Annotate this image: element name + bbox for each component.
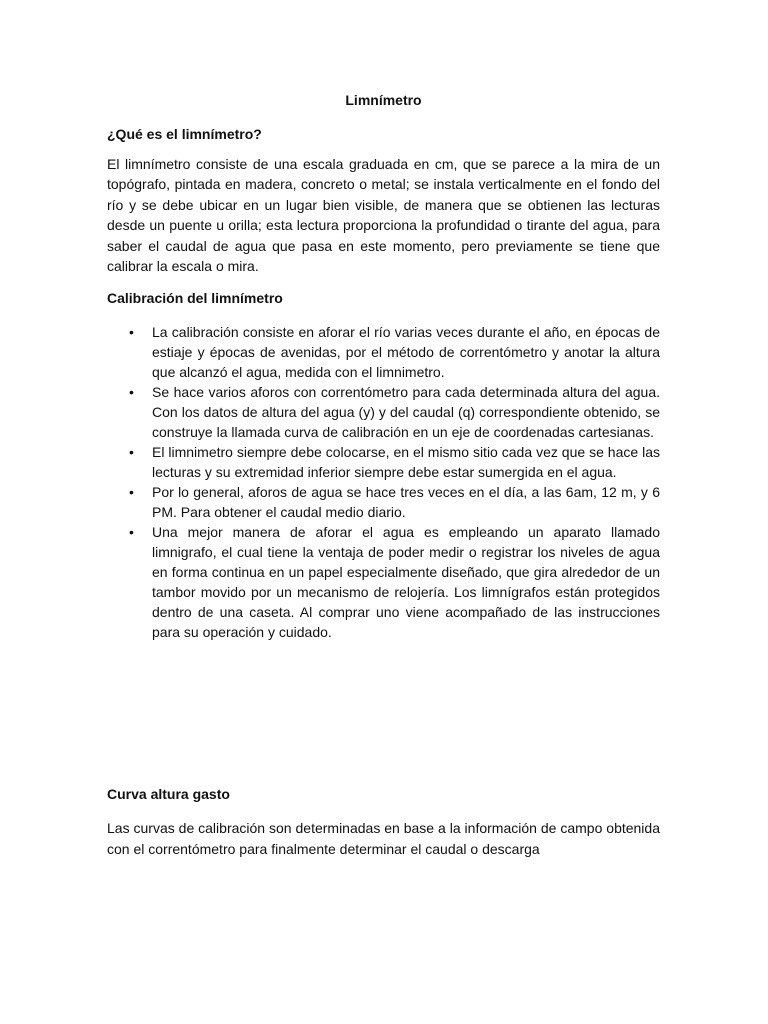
list-item — [107, 522, 660, 642]
section-heading-que-es: ¿Qué es el limnímetro? — [107, 126, 262, 142]
list-item — [107, 482, 660, 522]
bullet-icon: • — [129, 384, 134, 401]
document-title: Limnímetro — [345, 92, 422, 108]
bullet-icon: • — [129, 524, 134, 541]
list-item-text: Se hace varios aforos con correntómetro para cada determinada altura del agua. Con los datos de altura del agua (y) y del caudal (q) correspondiente obtenido, se construye la llamada curva de calibración en un eje de coordenadas cartesianas. — [152, 384, 660, 441]
calibration-bullet-list — [107, 322, 660, 642]
blank-space — [107, 642, 660, 784]
section-paragraph-curva: Las curvas de calibración son determinadas en base a la información de campo obtenida con el correntómetro para finalmente determinar el caudal o descarga — [107, 820, 660, 857]
document-page — [107, 90, 660, 871]
list-item-text: Una mejor manera de aforar el agua es empleando un aparato llamado limnigrafo, el cual tiene la ventaja de poder medir o registrar los niveles de agua en forma continua en un papel especialmente diseñado, que gira alrededor de un tambor movido por un mecanismo de relojería. Los limnígrafos están protegidos dentro de una caseta. Al comprar uno viene acompañado de las instrucciones para su operación y cuidado. — [152, 524, 660, 641]
section-paragraph-que-es: El limnímetro consiste de una escala graduada en cm, que se parece a la mira de un topógrafo, pintada en madera, concreto o metal; se instala verticalmente en el fondo del río y se debe ubicar en un lugar bien visible, de manera que se obtienen las lecturas desde un puente u orilla; esta lectura proporciona la profundidad o tirante del agua, para saber el caudal de agua que pasa en este momento, pero previamente se tiene que calibrar la escala o mira. — [107, 156, 660, 275]
section-heading-curva: Curva altura gasto — [107, 786, 230, 803]
list-item-text: Por lo general, aforos de agua se hace tres veces en el día, a las 6am, 12 m, y 6 PM. Para obtener el caudal medio diario. — [152, 484, 660, 521]
list-item — [107, 322, 660, 382]
list-item — [107, 382, 660, 442]
bullet-icon: • — [129, 484, 134, 501]
list-item-text: El limnimetro siempre debe colocarse, en el mismo sitio cada vez que se hace las lecturas y su extremidad inferior siempre debe estar sumergida en el agua. — [152, 444, 660, 481]
section-heading-calibracion: Calibración del limnímetro — [107, 290, 283, 307]
list-item-text: La calibración consiste en aforar el río varias veces durante el año, en épocas de estiaje y épocas de avenidas, por el método de correntómetro y anotar la altura que alcanzó el agua, medida con el limnimetro. — [152, 324, 660, 381]
bullet-icon: • — [129, 444, 134, 461]
bullet-icon: • — [129, 324, 134, 341]
list-item — [107, 442, 660, 482]
